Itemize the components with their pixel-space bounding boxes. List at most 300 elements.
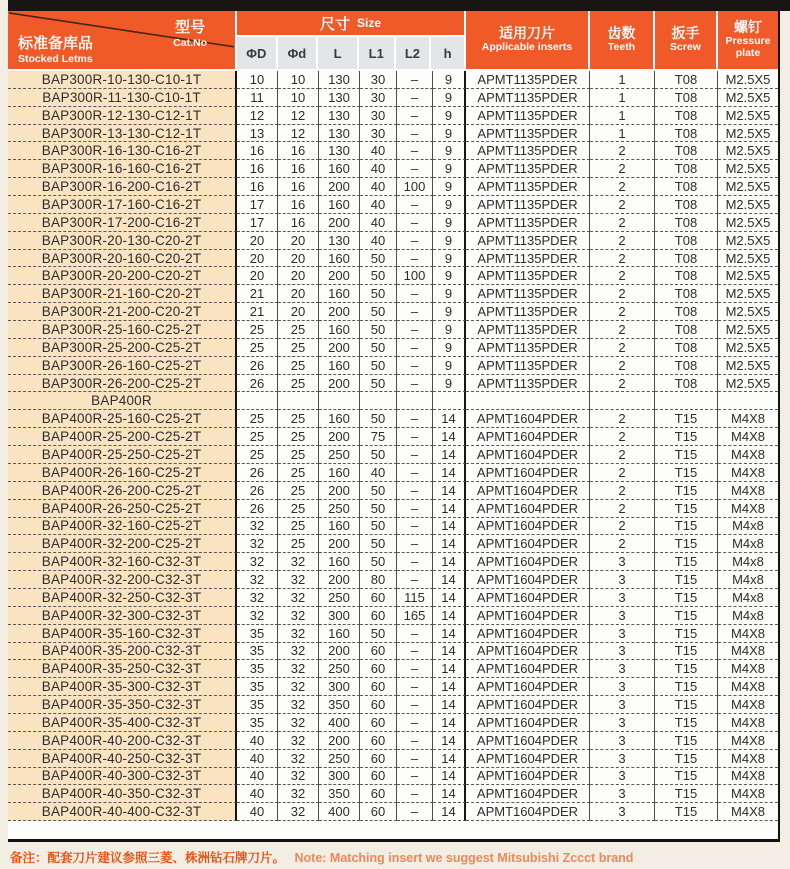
cell-h: 9 bbox=[433, 357, 466, 375]
cell-screw: T15 bbox=[655, 696, 718, 714]
table-row bbox=[8, 696, 778, 714]
inserts-en: Applicable inserts bbox=[481, 40, 573, 53]
cell-h: 9 bbox=[433, 214, 466, 232]
cell-D: 35 bbox=[237, 678, 278, 696]
cell-d: 32 bbox=[278, 571, 319, 589]
cell-L1: 50 bbox=[360, 482, 397, 500]
cell-L2: – bbox=[397, 125, 433, 143]
cell-teeth: 1 bbox=[590, 71, 655, 89]
cell-L: 200 bbox=[319, 732, 360, 750]
table-row bbox=[8, 803, 778, 821]
cell-insert: APMT1604PDER bbox=[466, 643, 590, 661]
cell-h: 14 bbox=[433, 768, 466, 786]
cell-D: 21 bbox=[237, 303, 278, 321]
table-row bbox=[8, 303, 778, 321]
cell-d: 32 bbox=[278, 696, 319, 714]
cell-L: 200 bbox=[319, 643, 360, 661]
cell-h: 14 bbox=[433, 750, 466, 768]
cell-insert: APMT1135PDER bbox=[466, 232, 590, 250]
cell-L: 160 bbox=[319, 160, 360, 178]
cell-screw: T08 bbox=[655, 71, 718, 89]
cell-L2: – bbox=[397, 250, 433, 268]
header-pressure-plate bbox=[718, 11, 778, 69]
cell-L2: – bbox=[397, 732, 433, 750]
table-row bbox=[8, 553, 778, 571]
cell-L: 200 bbox=[319, 428, 360, 446]
table-row bbox=[8, 267, 778, 285]
cell-d: 10 bbox=[278, 89, 319, 107]
cell-insert: APMT1604PDER bbox=[466, 446, 590, 464]
cell-D: 26 bbox=[237, 482, 278, 500]
cell-plate: M4X8 bbox=[718, 768, 778, 786]
cell-model: BAP400R-35-200-C32-3T bbox=[8, 643, 237, 661]
cell-d: 25 bbox=[278, 535, 319, 553]
size-cn: 尺寸 bbox=[319, 15, 350, 33]
table-row bbox=[8, 500, 778, 518]
cell-plate: M2.5X5 bbox=[718, 232, 778, 250]
stocked-cn: 标准备库品 bbox=[18, 35, 94, 52]
header-catno-diagonal-cell bbox=[8, 11, 237, 69]
cell-L1: 50 bbox=[360, 518, 397, 536]
cell-L1: 60 bbox=[360, 643, 397, 661]
cell-insert: APMT1135PDER bbox=[466, 89, 590, 107]
cell-plate: M2.5X5 bbox=[718, 89, 778, 107]
cell-h: 9 bbox=[433, 250, 466, 268]
cell-teeth: 3 bbox=[590, 696, 655, 714]
cell-model: BAP400R-40-250-C32-3T bbox=[8, 750, 237, 768]
col-header-L1: L1 bbox=[359, 37, 396, 69]
cell-teeth bbox=[590, 392, 655, 410]
table-row bbox=[8, 410, 778, 428]
cell-teeth: 2 bbox=[590, 500, 655, 518]
cell-plate: M4X8 bbox=[718, 643, 778, 661]
cell-teeth: 2 bbox=[590, 178, 655, 196]
cell-L: 200 bbox=[319, 535, 360, 553]
cell-L: 130 bbox=[319, 107, 360, 125]
cell-L2: – bbox=[397, 785, 433, 803]
cell-L: 350 bbox=[319, 785, 360, 803]
cell-L2: – bbox=[397, 89, 433, 107]
cell-teeth: 3 bbox=[590, 660, 655, 678]
table-row bbox=[8, 750, 778, 768]
cell-teeth: 3 bbox=[590, 571, 655, 589]
cell-d: 25 bbox=[278, 428, 319, 446]
cell-L: 160 bbox=[319, 285, 360, 303]
cell-L2: – bbox=[397, 285, 433, 303]
cell-model: BAP300R-16-160-C16-2T bbox=[8, 160, 237, 178]
cell-L: 200 bbox=[319, 267, 360, 285]
cell-d: 32 bbox=[278, 785, 319, 803]
cell-model: BAP400R-25-160-C25-2T bbox=[8, 410, 237, 428]
cell-L: 160 bbox=[319, 357, 360, 375]
cell-L: 160 bbox=[319, 196, 360, 214]
cell-teeth: 3 bbox=[590, 714, 655, 732]
cell-model: BAP400R-35-350-C32-3T bbox=[8, 696, 237, 714]
cell-L1 bbox=[360, 392, 397, 410]
cell-insert: APMT1604PDER bbox=[466, 714, 590, 732]
cell-insert: APMT1135PDER bbox=[466, 339, 590, 357]
cell-L1: 40 bbox=[360, 160, 397, 178]
cell-teeth: 3 bbox=[590, 607, 655, 625]
cell-teeth: 2 bbox=[590, 375, 655, 393]
cell-model: BAP300R-20-160-C20-2T bbox=[8, 250, 237, 268]
table-row bbox=[8, 446, 778, 464]
cell-teeth: 2 bbox=[590, 518, 655, 536]
header-inserts bbox=[466, 11, 590, 69]
cell-L2: – bbox=[397, 321, 433, 339]
cell-teeth: 3 bbox=[590, 678, 655, 696]
cell-d: 25 bbox=[278, 500, 319, 518]
cell-d: 32 bbox=[278, 553, 319, 571]
cell-plate: M4X8 bbox=[718, 446, 778, 464]
catno-cn: 型号 bbox=[175, 19, 206, 36]
cell-h bbox=[433, 392, 466, 410]
cell-plate: M2.5X5 bbox=[718, 267, 778, 285]
cell-L1: 40 bbox=[360, 214, 397, 232]
cell-model: BAP400R-32-200-C25-2T bbox=[8, 535, 237, 553]
cell-model: BAP300R-17-160-C16-2T bbox=[8, 196, 237, 214]
cell-D: 32 bbox=[237, 571, 278, 589]
cell-L2: – bbox=[397, 196, 433, 214]
teeth-cn: 齿数 bbox=[607, 25, 636, 42]
cell-L2: 100 bbox=[397, 178, 433, 196]
cell-plate: M4X8 bbox=[718, 714, 778, 732]
cell-teeth: 2 bbox=[590, 285, 655, 303]
cell-insert: APMT1604PDER bbox=[466, 410, 590, 428]
cell-d: 25 bbox=[278, 446, 319, 464]
cell-model: BAP300R-25-160-C25-2T bbox=[8, 321, 237, 339]
cell-screw: T15 bbox=[655, 410, 718, 428]
cell-L1: 40 bbox=[360, 142, 397, 160]
cell-D: 16 bbox=[237, 142, 278, 160]
cell-L1: 60 bbox=[360, 589, 397, 607]
cell-D: 35 bbox=[237, 643, 278, 661]
cell-screw: T08 bbox=[655, 285, 718, 303]
cell-L: 250 bbox=[319, 589, 360, 607]
cell-L: 160 bbox=[319, 250, 360, 268]
cell-teeth: 3 bbox=[590, 553, 655, 571]
cell-L1: 80 bbox=[360, 571, 397, 589]
cell-insert: APMT1604PDER bbox=[466, 482, 590, 500]
cell-plate: M2.5X5 bbox=[718, 125, 778, 143]
table-row bbox=[8, 643, 778, 661]
teeth-en: Teeth bbox=[607, 40, 636, 53]
cell-model: BAP300R-12-130-C12-1T bbox=[8, 107, 237, 125]
cell-D: 26 bbox=[237, 357, 278, 375]
cell-h: 9 bbox=[433, 178, 466, 196]
cell-L: 200 bbox=[319, 178, 360, 196]
cell-d: 25 bbox=[278, 339, 319, 357]
cell-D: 32 bbox=[237, 518, 278, 536]
cell-insert: APMT1135PDER bbox=[466, 196, 590, 214]
cell-d: 25 bbox=[278, 482, 319, 500]
cell-insert: APMT1604PDER bbox=[466, 607, 590, 625]
cell-L: 160 bbox=[319, 410, 360, 428]
cell-insert: APMT1604PDER bbox=[466, 553, 590, 571]
cell-plate: M2.5X5 bbox=[718, 142, 778, 160]
cell-D: 26 bbox=[237, 375, 278, 393]
cell-h: 9 bbox=[433, 321, 466, 339]
col-header-L: L bbox=[318, 37, 359, 69]
cell-L2: – bbox=[397, 571, 433, 589]
header-catno-label bbox=[173, 16, 207, 49]
cell-h: 14 bbox=[433, 518, 466, 536]
cell-insert: APMT1604PDER bbox=[466, 625, 590, 643]
cell-screw: T08 bbox=[655, 357, 718, 375]
cell-model: BAP400R-26-250-C25-2T bbox=[8, 500, 237, 518]
cell-L1: 60 bbox=[360, 660, 397, 678]
cell-D: 11 bbox=[237, 89, 278, 107]
table-row bbox=[8, 660, 778, 678]
table-row bbox=[8, 321, 778, 339]
cell-d: 20 bbox=[278, 285, 319, 303]
cell-screw: T15 bbox=[655, 428, 718, 446]
table-row bbox=[8, 625, 778, 643]
cell-plate: M2.5X5 bbox=[718, 357, 778, 375]
cell-model: BAP400R-26-200-C25-2T bbox=[8, 482, 237, 500]
cell-D: 21 bbox=[237, 285, 278, 303]
cell-teeth: 2 bbox=[590, 196, 655, 214]
table-body bbox=[8, 71, 778, 839]
cell-insert: APMT1135PDER bbox=[466, 267, 590, 285]
cell-h: 14 bbox=[433, 732, 466, 750]
cell-insert: APMT1604PDER bbox=[466, 464, 590, 482]
cell-L2: – bbox=[397, 678, 433, 696]
cell-L1: 60 bbox=[360, 732, 397, 750]
cell-screw: T15 bbox=[655, 589, 718, 607]
cell-model: BAP300R-21-160-C20-2T bbox=[8, 285, 237, 303]
cell-model: BAP400R bbox=[8, 392, 237, 410]
cell-L2: – bbox=[397, 446, 433, 464]
cell-d: 32 bbox=[278, 678, 319, 696]
cell-plate: M2.5X5 bbox=[718, 339, 778, 357]
cell-L: 130 bbox=[319, 232, 360, 250]
inserts-cn: 适用刀片 bbox=[499, 25, 555, 42]
cell-d: 32 bbox=[278, 625, 319, 643]
cell-insert: APMT1135PDER bbox=[466, 375, 590, 393]
cell-D: 35 bbox=[237, 696, 278, 714]
cell-h: 9 bbox=[433, 142, 466, 160]
cell-L: 250 bbox=[319, 446, 360, 464]
cell-L: 300 bbox=[319, 768, 360, 786]
cell-screw: T15 bbox=[655, 607, 718, 625]
cell-insert: APMT1604PDER bbox=[466, 518, 590, 536]
cell-model: BAP400R-35-300-C32-3T bbox=[8, 678, 237, 696]
cell-teeth: 3 bbox=[590, 803, 655, 821]
cell-h: 14 bbox=[433, 428, 466, 446]
cell-D: 35 bbox=[237, 714, 278, 732]
cell-d: 25 bbox=[278, 321, 319, 339]
table-row bbox=[8, 142, 778, 160]
plate-cn: 螺钉 bbox=[734, 19, 762, 36]
cell-insert: APMT1135PDER bbox=[466, 160, 590, 178]
cell-d: 20 bbox=[278, 303, 319, 321]
cell-L2: 165 bbox=[397, 607, 433, 625]
cell-teeth: 3 bbox=[590, 643, 655, 661]
header-size-group bbox=[237, 11, 466, 69]
cell-insert bbox=[466, 392, 590, 410]
cell-L bbox=[319, 392, 360, 410]
cell-D: 32 bbox=[237, 553, 278, 571]
cell-L2: 115 bbox=[397, 589, 433, 607]
table-row bbox=[8, 285, 778, 303]
cell-h: 14 bbox=[433, 553, 466, 571]
cell-teeth: 3 bbox=[590, 768, 655, 786]
cell-screw: T15 bbox=[655, 482, 718, 500]
cell-screw: T15 bbox=[655, 732, 718, 750]
cell-D: 25 bbox=[237, 339, 278, 357]
cell-model: BAP300R-16-130-C16-2T bbox=[8, 142, 237, 160]
plate-en: Pressure plate bbox=[725, 35, 771, 59]
cell-L1: 40 bbox=[360, 464, 397, 482]
table-row bbox=[8, 250, 778, 268]
cell-d: 32 bbox=[278, 750, 319, 768]
cell-L2: – bbox=[397, 71, 433, 89]
cell-screw: T15 bbox=[655, 625, 718, 643]
cell-teeth: 2 bbox=[590, 250, 655, 268]
cell-screw: T08 bbox=[655, 214, 718, 232]
cell-plate: M2.5X5 bbox=[718, 196, 778, 214]
cell-L1: 50 bbox=[360, 553, 397, 571]
cell-L1: 60 bbox=[360, 750, 397, 768]
cell-h: 9 bbox=[433, 285, 466, 303]
cell-insert: APMT1604PDER bbox=[466, 750, 590, 768]
table-row bbox=[8, 196, 778, 214]
cell-h: 14 bbox=[433, 446, 466, 464]
table-row bbox=[8, 589, 778, 607]
cell-model: BAP300R-10-130-C10-1T bbox=[8, 71, 237, 89]
cell-plate: M4X8 bbox=[718, 482, 778, 500]
cell-model: BAP300R-13-130-C12-1T bbox=[8, 125, 237, 143]
cell-D: 10 bbox=[237, 71, 278, 89]
cell-d: 16 bbox=[278, 214, 319, 232]
cell-h: 14 bbox=[433, 785, 466, 803]
cell-teeth: 2 bbox=[590, 339, 655, 357]
cell-plate: M4x8 bbox=[718, 553, 778, 571]
footer-note-en: Note: Matching insert we suggest Mitsubishi Zccct brand bbox=[294, 851, 634, 865]
cell-D: 40 bbox=[237, 750, 278, 768]
cell-plate: M4X8 bbox=[718, 696, 778, 714]
cell-model: BAP400R-35-160-C32-3T bbox=[8, 625, 237, 643]
cell-L2: – bbox=[397, 625, 433, 643]
cell-screw: T15 bbox=[655, 464, 718, 482]
cell-plate: M2.5X5 bbox=[718, 375, 778, 393]
stocked-en: Stocked Letms bbox=[18, 53, 93, 65]
cell-L: 400 bbox=[319, 714, 360, 732]
cell-d: 12 bbox=[278, 125, 319, 143]
cell-teeth: 2 bbox=[590, 160, 655, 178]
cell-insert: APMT1135PDER bbox=[466, 107, 590, 125]
cell-insert: APMT1604PDER bbox=[466, 589, 590, 607]
cell-teeth: 2 bbox=[590, 232, 655, 250]
cell-model: BAP400R-40-300-C32-3T bbox=[8, 768, 237, 786]
cell-D: 35 bbox=[237, 625, 278, 643]
cell-L2: – bbox=[397, 535, 433, 553]
cell-model: BAP400R-40-400-C32-3T bbox=[8, 803, 237, 821]
cell-L2: – bbox=[397, 357, 433, 375]
cell-plate: M2.5X5 bbox=[718, 178, 778, 196]
spec-table bbox=[8, 11, 780, 842]
cell-L1: 40 bbox=[360, 178, 397, 196]
cell-plate: M4X8 bbox=[718, 678, 778, 696]
cell-insert: APMT1135PDER bbox=[466, 250, 590, 268]
cell-plate: M4X8 bbox=[718, 750, 778, 768]
cell-plate: M2.5X5 bbox=[718, 285, 778, 303]
table-row bbox=[8, 518, 778, 536]
table-row bbox=[8, 482, 778, 500]
cell-L2: – bbox=[397, 803, 433, 821]
cell-D: 25 bbox=[237, 446, 278, 464]
cell-h: 9 bbox=[433, 160, 466, 178]
cell-screw: T08 bbox=[655, 196, 718, 214]
cell-d: 20 bbox=[278, 232, 319, 250]
cell-teeth: 3 bbox=[590, 732, 655, 750]
cell-h: 14 bbox=[433, 500, 466, 518]
cell-h: 14 bbox=[433, 643, 466, 661]
cell-L: 200 bbox=[319, 375, 360, 393]
col-header-d: Φd bbox=[278, 37, 319, 69]
table-row bbox=[8, 714, 778, 732]
cell-L: 200 bbox=[319, 571, 360, 589]
table-row bbox=[8, 392, 778, 410]
cell-L: 160 bbox=[319, 321, 360, 339]
cell-plate: M4X8 bbox=[718, 625, 778, 643]
cell-L1: 75 bbox=[360, 428, 397, 446]
cell-L2: – bbox=[397, 714, 433, 732]
cell-teeth: 1 bbox=[590, 125, 655, 143]
cell-d: 25 bbox=[278, 357, 319, 375]
cell-screw: T15 bbox=[655, 518, 718, 536]
cell-L2 bbox=[397, 392, 433, 410]
cell-L2: – bbox=[397, 464, 433, 482]
cell-plate: M4X8 bbox=[718, 732, 778, 750]
cell-L2: – bbox=[397, 553, 433, 571]
cell-L1: 60 bbox=[360, 803, 397, 821]
cell-L: 130 bbox=[319, 71, 360, 89]
header-teeth bbox=[590, 11, 655, 69]
cell-d bbox=[278, 392, 319, 410]
cell-L: 160 bbox=[319, 625, 360, 643]
cell-teeth: 2 bbox=[590, 482, 655, 500]
cell-h: 9 bbox=[433, 375, 466, 393]
table-row bbox=[8, 107, 778, 125]
cell-L1: 60 bbox=[360, 785, 397, 803]
cell-plate: M4x8 bbox=[718, 589, 778, 607]
cell-model: BAP300R-26-200-C25-2T bbox=[8, 375, 237, 393]
cell-d: 16 bbox=[278, 196, 319, 214]
cell-L: 130 bbox=[319, 89, 360, 107]
cell-L: 250 bbox=[319, 660, 360, 678]
cell-teeth: 1 bbox=[590, 107, 655, 125]
cell-d: 25 bbox=[278, 375, 319, 393]
col-header-L2: L2 bbox=[396, 37, 432, 69]
cell-model: BAP400R-32-160-C32-3T bbox=[8, 553, 237, 571]
cell-D: 16 bbox=[237, 160, 278, 178]
cell-screw: T08 bbox=[655, 125, 718, 143]
cell-d: 20 bbox=[278, 267, 319, 285]
cell-D: 26 bbox=[237, 500, 278, 518]
cell-L: 130 bbox=[319, 125, 360, 143]
cell-model: BAP400R-40-200-C32-3T bbox=[8, 732, 237, 750]
cell-insert: APMT1604PDER bbox=[466, 535, 590, 553]
table-row bbox=[8, 125, 778, 143]
cell-L2: – bbox=[397, 768, 433, 786]
cell-teeth: 2 bbox=[590, 410, 655, 428]
cell-L1: 50 bbox=[360, 250, 397, 268]
cell-model: BAP300R-26-160-C25-2T bbox=[8, 357, 237, 375]
cell-L1: 50 bbox=[360, 285, 397, 303]
cell-screw: T15 bbox=[655, 678, 718, 696]
